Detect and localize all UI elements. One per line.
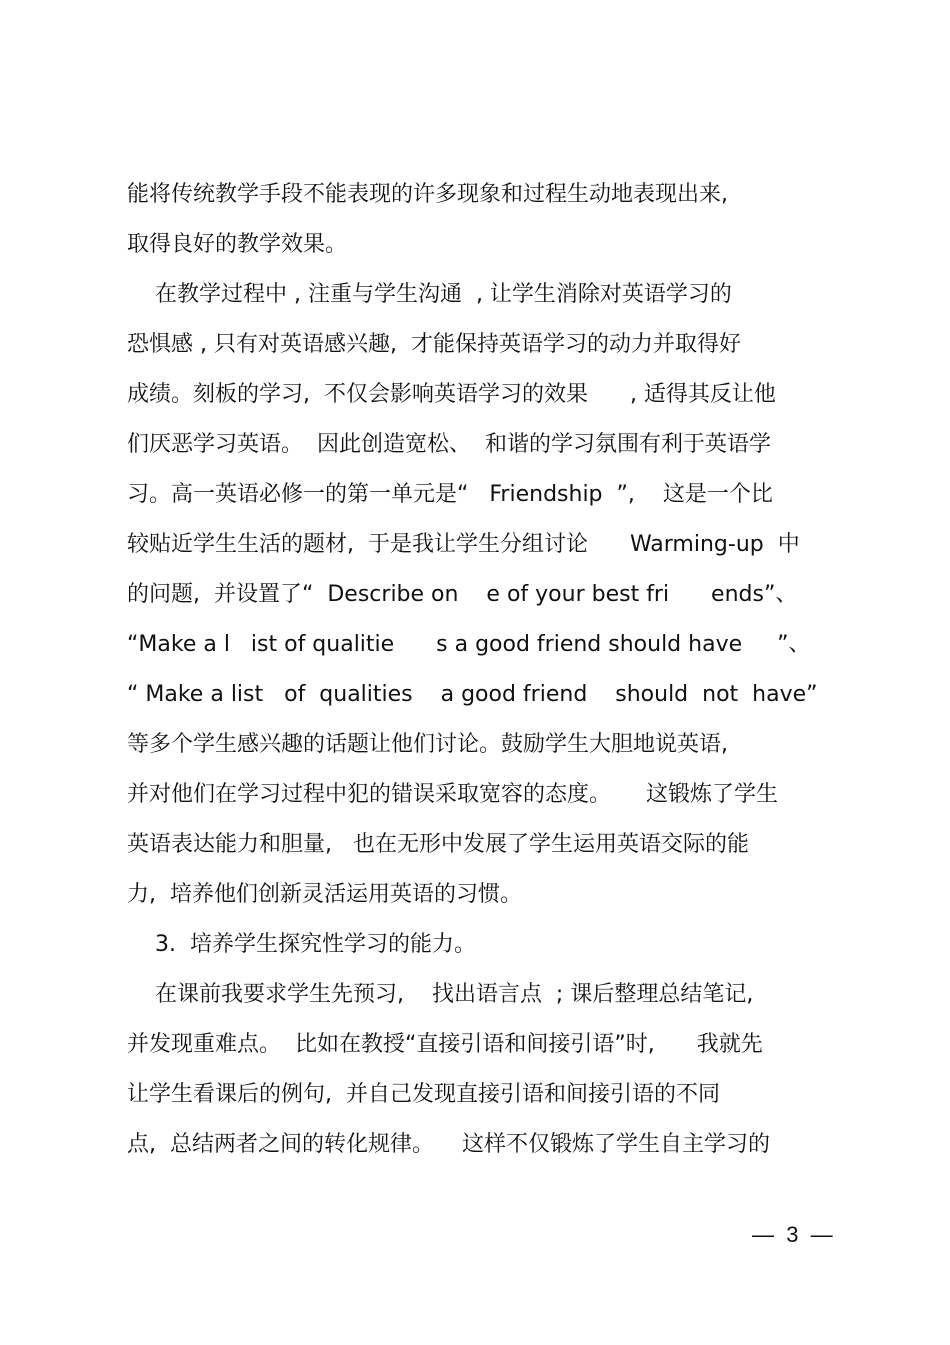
section-heading: 3. 培养学生探究性学习的能力。: [127, 932, 476, 957]
text-line: 恐惧感 , 只有对英语感兴趣, 才能保持英语学习的动力并取得好: [127, 332, 741, 357]
text-line: 在课前我要求学生先预习, 找出语言点 ; 课后整理总结笔记,: [127, 982, 754, 1007]
text-line: 在教学过程中 , 注重与学生沟通 , 让学生消除对英语学习的: [127, 282, 732, 307]
text-line: 较贴近学生生活的题材, 于是我让学生分组讨论 Warming-up 中: [127, 532, 800, 557]
page-number: — 3 —: [752, 1222, 833, 1247]
text-line: 点, 总结两者之间的转化规律。 这样不仅锻炼了学生自主学习的: [127, 1132, 770, 1157]
text-line: 力, 培养他们创新灵活运用英语的习惯。: [127, 882, 522, 907]
text-line: 能将传统教学手段不能表现的许多现象和过程生动地表现出来,: [127, 182, 728, 207]
text-line: 们厌恶学习英语。 因此创造宽松、 和谐的学习氛围有利于英语学: [127, 432, 771, 457]
text-line: “Make a l ist of qualitie s a good friend should have ”、: [127, 632, 811, 657]
text-line: 成绩。刻板的学习, 不仅会影响英语学习的效果 , 适得其反让他: [127, 382, 776, 407]
text-line: 习。高一英语必修一的第一单元是“ Friendship ”, 这是一个比: [127, 482, 773, 507]
text-line: 并对他们在学习过程中犯的错误采取宽容的态度。 这锻炼了学生: [127, 782, 778, 807]
text-line: 的问题, 并设置了“ Describe on e of your best fri ends”、: [127, 582, 798, 607]
text-line: “ Make a list of qualities a good friend should not have”: [127, 682, 818, 707]
text-line: 等多个学生感兴趣的话题让他们讨论。鼓励学生大胆地说英语,: [127, 732, 728, 757]
text-line: 让学生看课后的例句, 并自己发现直接引语和间接引语的不同: [127, 1082, 720, 1107]
text-line: 并发现重难点。 比如在教授“直接引语和间接引语”时, 我就先: [127, 1032, 763, 1057]
text-line: 取得良好的教学效果。: [127, 232, 348, 257]
text-line: 英语表达能力和胆量, 也在无形中发展了学生运用英语交际的能: [127, 832, 749, 857]
